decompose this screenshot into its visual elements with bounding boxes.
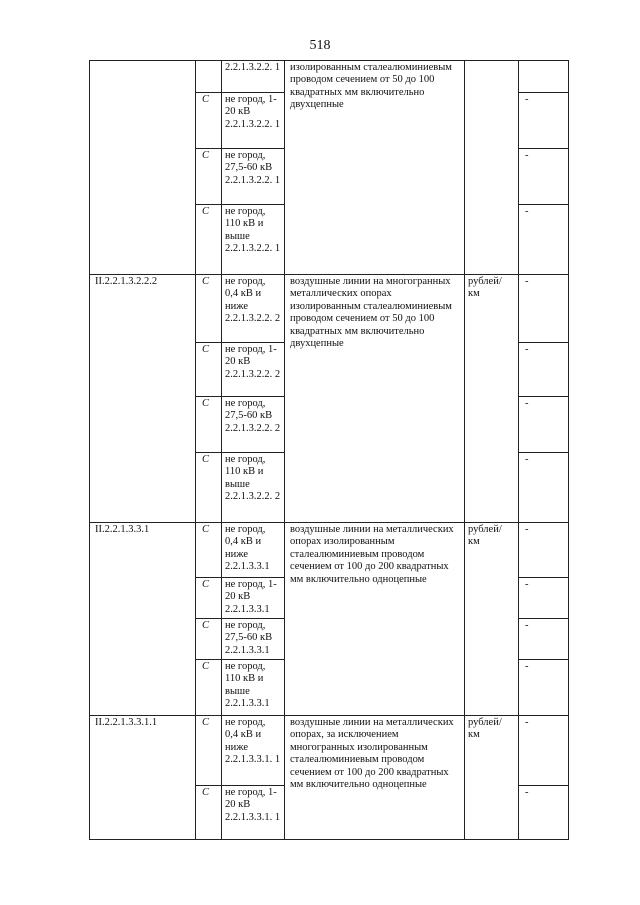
row-location: не город, 110 кВ и выше 2.2.1.3.2.2. 1: [222, 205, 285, 275]
row-code: II.2.2.1.3.3.1: [90, 523, 196, 716]
row-value: -: [519, 660, 569, 716]
row-letter: [196, 61, 222, 93]
row-letter: С: [196, 275, 222, 343]
row-location: не город, 27,5-60 кВ 2.2.1.3.2.2. 2: [222, 397, 285, 453]
row-value: -: [519, 93, 569, 149]
row-description: изолированным сталеалюминиевым проводом сечением от 50 до 100 квадратных мм включительно двухцепные: [285, 61, 465, 275]
row-value: -: [519, 523, 569, 578]
row-letter: С: [196, 660, 222, 716]
row-code: II.2.2.1.3.2.2.2: [90, 275, 196, 523]
row-unit: [465, 61, 519, 275]
row-location: не город, 110 кВ и выше 2.2.1.3.3.1: [222, 660, 285, 716]
row-description: воздушные линии на металлических опорах, за исключением многогранных изолированным сталеалюминиевым проводом сечением от 100 до 200 квадратных мм включительно одноцепные: [285, 716, 465, 840]
row-unit: рублей/ км: [465, 523, 519, 716]
row-letter: С: [196, 343, 222, 397]
row-unit: рублей/ км: [465, 716, 519, 840]
row-value: -: [519, 786, 569, 840]
row-location: не город, 1-20 кВ 2.2.1.3.2.2. 2: [222, 343, 285, 397]
row-description: воздушные линии на металлических опорах изолированным сталеалюминиевым проводом сечением от 100 до 200 квадратных мм включительно одноцепные: [285, 523, 465, 716]
row-letter: С: [196, 619, 222, 660]
row-value: -: [519, 578, 569, 619]
row-value: -: [519, 343, 569, 397]
row-location: не город, 27,5-60 кВ 2.2.1.3.2.2. 1: [222, 149, 285, 205]
row-unit: рублей/ км: [465, 275, 519, 523]
table-row: [90, 716, 569, 786]
row-letter: С: [196, 453, 222, 523]
table-row: [90, 61, 569, 93]
tariff-table-body: [90, 61, 569, 840]
row-location: не город, 1-20 кВ 2.2.1.3.3.1. 1: [222, 786, 285, 840]
row-code: II.2.2.1.3.3.1.1: [90, 716, 196, 840]
row-letter: С: [196, 578, 222, 619]
row-value: -: [519, 716, 569, 786]
row-letter: С: [196, 523, 222, 578]
row-letter: С: [196, 93, 222, 149]
row-letter: С: [196, 786, 222, 840]
row-location: не город, 0,4 кВ и ниже 2.2.1.3.3.1: [222, 523, 285, 578]
table-row: [90, 275, 569, 343]
row-letter: С: [196, 149, 222, 205]
row-letter: С: [196, 397, 222, 453]
tariff-table: [89, 60, 569, 840]
row-location: не город, 27,5-60 кВ 2.2.1.3.3.1: [222, 619, 285, 660]
row-value: -: [519, 205, 569, 275]
row-location: не город, 0,4 кВ и ниже 2.2.1.3.2.2. 2: [222, 275, 285, 343]
row-description: воздушные линии на многогранных металлических опорах изолированным сталеалюминиевым проводом сечением от 50 до 100 квадратных мм включительно двухцепные: [285, 275, 465, 523]
row-value: -: [519, 149, 569, 205]
row-location: не город, 1-20 кВ 2.2.1.3.3.1: [222, 578, 285, 619]
row-location: не город, 0,4 кВ и ниже 2.2.1.3.3.1. 1: [222, 716, 285, 786]
row-value: -: [519, 453, 569, 523]
row-location: 2.2.1.3.2.2. 1: [222, 61, 285, 93]
row-value: -: [519, 619, 569, 660]
row-location: не город, 1-20 кВ 2.2.1.3.2.2. 1: [222, 93, 285, 149]
row-location: не город, 110 кВ и выше 2.2.1.3.2.2. 2: [222, 453, 285, 523]
row-code: [90, 61, 196, 275]
row-value: -: [519, 397, 569, 453]
row-value: [519, 61, 569, 93]
page-number: 518: [309, 38, 331, 53]
row-value: -: [519, 275, 569, 343]
table-row: [90, 523, 569, 578]
row-letter: С: [196, 716, 222, 786]
row-letter: С: [196, 205, 222, 275]
